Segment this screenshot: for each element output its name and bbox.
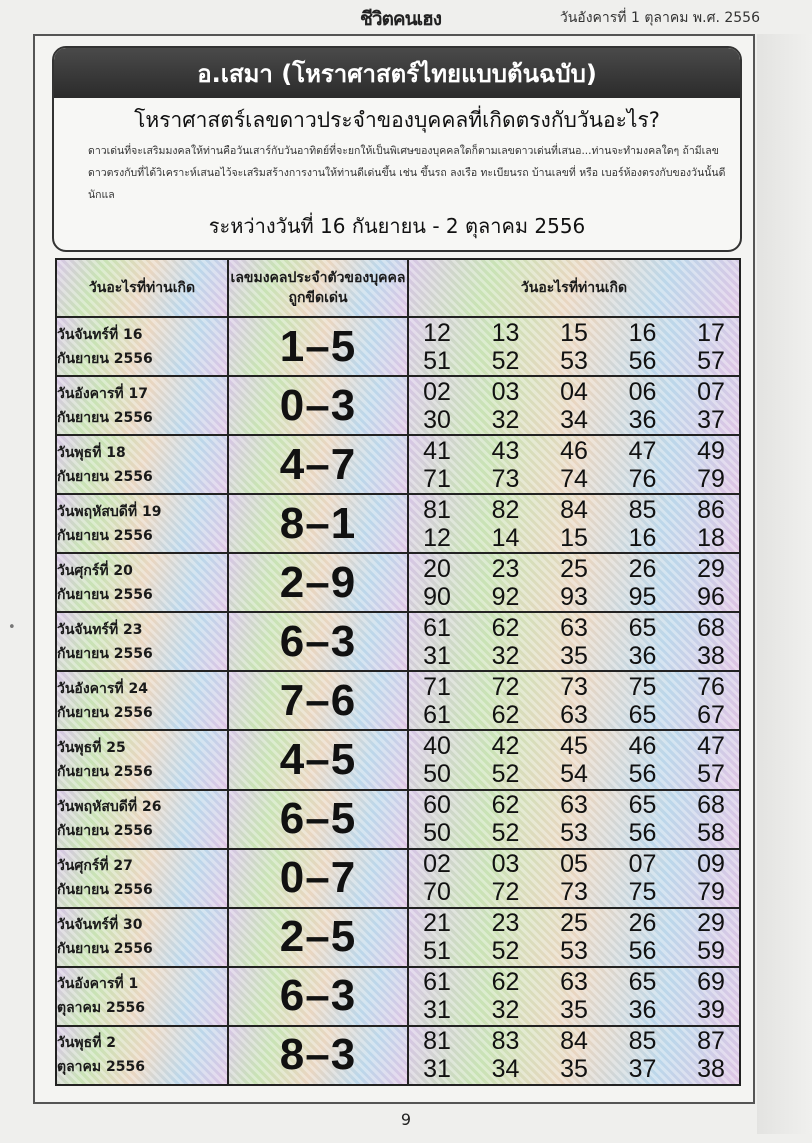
lucky-number: 30 xyxy=(423,405,451,434)
lucky-number: 46 xyxy=(560,436,588,465)
lucky-number: 15 xyxy=(560,318,588,347)
lucky-number: 73 xyxy=(560,878,588,907)
lucky-number: 06 xyxy=(628,377,657,406)
lucky-numbers-cell xyxy=(408,790,740,849)
lucky-numbers-cell xyxy=(408,730,740,789)
lucky-number: 38 xyxy=(697,1055,725,1084)
lucky-number: 21 xyxy=(423,909,451,938)
lucky-pair: 0–3 xyxy=(228,376,408,435)
birth-day-cell xyxy=(56,435,228,494)
lucky-number: 02 xyxy=(423,377,451,406)
lucky-number: 73 xyxy=(491,464,520,493)
lucky-number: 52 xyxy=(491,819,520,848)
birth-day-cell xyxy=(56,967,228,1026)
table-row xyxy=(56,967,740,1026)
lucky-number: 36 xyxy=(628,641,657,670)
lucky-number-row xyxy=(409,524,739,552)
lucky-number: 50 xyxy=(423,819,451,848)
birth-day-label: วันศุกร์ที่ 27 xyxy=(57,858,133,875)
article-header xyxy=(52,46,742,252)
lucky-number: 56 xyxy=(628,346,657,375)
lucky-pair: 6–5 xyxy=(228,790,408,849)
lucky-number-table xyxy=(55,258,741,1086)
lucky-number: 59 xyxy=(697,937,725,966)
birth-month-label: กันยายน 2556 xyxy=(57,350,153,367)
lucky-number: 82 xyxy=(491,495,520,524)
table-row xyxy=(56,1026,740,1085)
lucky-number-row xyxy=(409,760,739,788)
lucky-number: 81 xyxy=(423,1027,451,1056)
birth-month-label: ตุลาคม 2556 xyxy=(57,1000,145,1017)
lucky-number-row xyxy=(409,996,739,1024)
lucky-number: 40 xyxy=(423,731,451,760)
date-range: ระหว่างวันที่ 16 กันยายน - 2 ตุลาคม 2556 xyxy=(208,214,586,238)
lucky-number: 14 xyxy=(491,523,520,552)
lucky-number: 56 xyxy=(628,759,657,788)
lucky-number: 32 xyxy=(491,405,520,434)
birth-day-label: วันอังคารที่ 24 xyxy=(57,680,149,697)
lucky-number: 62 xyxy=(491,968,520,997)
lucky-number-row xyxy=(409,878,739,906)
lucky-number: 39 xyxy=(697,996,725,1025)
lucky-number-row xyxy=(409,850,739,878)
lucky-number: 65 xyxy=(628,791,657,820)
lucky-number-row xyxy=(409,791,739,819)
birth-day-label: วันพุธที่ 25 xyxy=(57,739,126,756)
lucky-number: 57 xyxy=(697,346,725,375)
birth-month-label: กันยายน 2556 xyxy=(57,763,153,780)
lucky-numbers-cell xyxy=(408,376,740,435)
lucky-number: 57 xyxy=(697,759,725,788)
lucky-number: 72 xyxy=(491,878,520,907)
lucky-number: 51 xyxy=(423,346,451,375)
lucky-number-row xyxy=(409,319,739,347)
lucky-number: 32 xyxy=(491,641,520,670)
lucky-number-row xyxy=(409,406,739,434)
page-number: 9 xyxy=(400,1110,412,1129)
lucky-number-row xyxy=(409,583,739,611)
lucky-number: 84 xyxy=(560,495,588,524)
lucky-numbers-cell xyxy=(408,494,740,553)
birth-day-label: วันพฤหัสบดีที่ 26 xyxy=(57,799,162,816)
birth-day-cell xyxy=(56,553,228,612)
table-body xyxy=(56,317,740,1085)
birth-day-label: วันจันทร์ที่ 23 xyxy=(57,621,143,638)
lucky-number: 72 xyxy=(491,672,520,701)
lucky-number: 31 xyxy=(423,996,451,1025)
lucky-number-row xyxy=(409,909,739,937)
lucky-number: 71 xyxy=(423,672,451,701)
lucky-pair: 6–3 xyxy=(228,967,408,1026)
lucky-number: 23 xyxy=(491,554,520,583)
lucky-pair: 4–5 xyxy=(228,730,408,789)
lucky-number: 65 xyxy=(628,968,657,997)
lucky-numbers-cell xyxy=(408,849,740,908)
lucky-number: 53 xyxy=(560,937,588,966)
lucky-pair: 8–3 xyxy=(228,1026,408,1085)
lucky-number-row xyxy=(409,732,739,760)
lucky-number: 46 xyxy=(628,731,657,760)
birth-day-label: วันพฤหัสบดีที่ 19 xyxy=(57,503,162,520)
lucky-pair: 8–1 xyxy=(228,494,408,553)
lucky-number: 61 xyxy=(423,613,451,642)
lucky-number: 12 xyxy=(423,318,451,347)
lucky-number: 86 xyxy=(697,495,725,524)
lucky-number: 45 xyxy=(560,731,588,760)
lucky-number-row xyxy=(409,968,739,996)
lucky-number: 47 xyxy=(628,436,657,465)
lucky-number: 35 xyxy=(560,641,588,670)
lucky-pair: 0–7 xyxy=(228,849,408,908)
lucky-pair: 4–7 xyxy=(228,435,408,494)
lucky-number-row xyxy=(409,1055,739,1083)
table-row xyxy=(56,849,740,908)
lucky-number: 81 xyxy=(423,495,451,524)
lucky-number: 93 xyxy=(560,582,588,611)
lucky-number: 63 xyxy=(560,613,588,642)
lucky-number-row xyxy=(409,378,739,406)
lucky-number-row xyxy=(409,347,739,375)
lucky-number: 03 xyxy=(491,850,520,879)
birth-day-cell xyxy=(56,730,228,789)
lucky-number: 95 xyxy=(628,582,657,611)
header-numbers: วันอะไรที่ท่านเกิด xyxy=(408,259,740,317)
birth-month-label: ตุลาคม 2556 xyxy=(57,1059,145,1076)
lucky-number: 18 xyxy=(697,523,725,552)
article-subtitle: โหราศาสตร์เลขดาวประจำของบุคคลที่เกิดตรงกับวันอะไร? xyxy=(134,108,660,132)
table-row xyxy=(56,790,740,849)
lucky-number: 79 xyxy=(697,878,725,907)
lucky-number: 38 xyxy=(697,641,725,670)
lucky-number: 63 xyxy=(560,791,588,820)
birth-day-cell xyxy=(56,317,228,376)
birth-day-label: วันพุธที่ 18 xyxy=(57,444,126,461)
lucky-number: 02 xyxy=(423,850,451,879)
lucky-number: 76 xyxy=(697,672,725,701)
lucky-number-row xyxy=(409,701,739,729)
lucky-number: 31 xyxy=(423,641,451,670)
table-row xyxy=(56,376,740,435)
lucky-number: 04 xyxy=(560,377,588,406)
lucky-number: 73 xyxy=(560,672,588,701)
birth-month-label: กันยายน 2556 xyxy=(57,882,153,899)
lucky-number: 65 xyxy=(628,613,657,642)
lucky-number: 70 xyxy=(423,878,451,907)
lucky-number: 53 xyxy=(560,819,588,848)
lucky-number-row xyxy=(409,673,739,701)
lucky-number: 96 xyxy=(697,582,725,611)
lucky-number: 36 xyxy=(628,405,657,434)
lucky-number: 56 xyxy=(628,819,657,848)
lucky-number: 52 xyxy=(491,759,520,788)
lucky-number: 71 xyxy=(423,464,451,493)
lucky-number: 63 xyxy=(560,968,588,997)
lucky-numbers-cell xyxy=(408,967,740,1026)
article-title: อ.เสมา (โหราศาสตร์ไทยแบบต้นฉบับ) xyxy=(54,48,740,98)
lucky-number: 03 xyxy=(491,377,520,406)
table-row xyxy=(56,435,740,494)
table-row xyxy=(56,612,740,671)
lucky-number: 34 xyxy=(491,1055,520,1084)
birth-day-label: วันอังคารที่ 1 xyxy=(57,976,139,993)
lucky-pair: 2–5 xyxy=(228,908,408,967)
lucky-number: 37 xyxy=(628,1055,657,1084)
lucky-pair: 1–5 xyxy=(228,317,408,376)
lucky-number: 05 xyxy=(560,850,588,879)
lucky-number: 35 xyxy=(560,996,588,1025)
lucky-number: 69 xyxy=(697,968,725,997)
table-header-row xyxy=(56,259,740,317)
lucky-number: 47 xyxy=(697,731,725,760)
lucky-pair: 7–6 xyxy=(228,671,408,730)
lucky-number: 52 xyxy=(491,937,520,966)
lucky-pair: 6–3 xyxy=(228,612,408,671)
header-birth-day: วันอะไรที่ท่านเกิด xyxy=(56,259,228,317)
lucky-number: 75 xyxy=(628,672,657,701)
lucky-number: 52 xyxy=(491,346,520,375)
birth-day-label: วันศุกร์ที่ 20 xyxy=(57,562,133,579)
issue-date: วันอังคารที่ 1 ตุลาคม พ.ศ. 2556 xyxy=(559,10,760,26)
lucky-number: 74 xyxy=(560,464,588,493)
birth-day-label: วันจันทร์ที่ 16 xyxy=(57,326,143,343)
table-row xyxy=(56,671,740,730)
lucky-number: 07 xyxy=(697,377,725,406)
masthead xyxy=(0,0,812,30)
header-lucky-pair: เลขมงคลประจำตัวของบุคคลถูกขีดเด่น xyxy=(228,259,408,317)
lucky-number-row xyxy=(409,465,739,493)
lucky-number: 60 xyxy=(423,791,451,820)
lucky-number-row xyxy=(409,614,739,642)
lucky-number: 85 xyxy=(628,495,657,524)
margin-mark: • xyxy=(8,620,16,635)
lucky-numbers-cell xyxy=(408,1026,740,1085)
lucky-number: 58 xyxy=(697,819,725,848)
lucky-number: 35 xyxy=(560,1055,588,1084)
lucky-number: 29 xyxy=(697,909,725,938)
lucky-number: 68 xyxy=(697,791,725,820)
lucky-pair: 2–9 xyxy=(228,553,408,612)
article-description: ดาวเด่นที่จะเสริมมงคลให้ท่านคือวันเสาร์กับวันอาทิตย์ที่จะยกให้เป็นพิเศษของบุคคลใดก็ตามเลขดาวเด่นที่เสนอ...ท่านจะทำมงคลใดๆ ถ้ามีเลขดาวตรงกับที่ได้วิเคราะห์เสนอไว้จะเสริมสร้างการงานให้ท่านดีเด่นขึ้น เช่น ขึ้นรถ ลงเรือ ทะเบียนรถ บ้านเลขที่ หรือ เบอร์ห้องตรงกับของวันนั้นดีนักแล xyxy=(88,145,726,201)
lucky-number: 67 xyxy=(697,700,725,729)
birth-month-label: กันยายน 2556 xyxy=(57,645,153,662)
lucky-number: 26 xyxy=(628,554,657,583)
lucky-number: 83 xyxy=(491,1027,520,1056)
lucky-number: 76 xyxy=(628,464,657,493)
lucky-number-row xyxy=(409,937,739,965)
table-row xyxy=(56,317,740,376)
birth-day-cell xyxy=(56,671,228,730)
lucky-number: 75 xyxy=(628,878,657,907)
lucky-number-row xyxy=(409,819,739,847)
lucky-number: 56 xyxy=(628,937,657,966)
lucky-number: 85 xyxy=(628,1027,657,1056)
lucky-number: 92 xyxy=(491,582,520,611)
lucky-number: 49 xyxy=(697,436,725,465)
lucky-number: 25 xyxy=(560,554,588,583)
birth-month-label: กันยายน 2556 xyxy=(57,468,153,485)
table-row xyxy=(56,908,740,967)
lucky-number: 13 xyxy=(491,318,520,347)
lucky-number: 62 xyxy=(491,700,520,729)
lucky-number: 43 xyxy=(491,436,520,465)
lucky-number: 29 xyxy=(697,554,725,583)
lucky-number-row xyxy=(409,437,739,465)
lucky-number: 25 xyxy=(560,909,588,938)
lucky-number: 61 xyxy=(423,700,451,729)
newspaper-logo: ชีวิตคนเฮง xyxy=(360,8,441,30)
lucky-number: 32 xyxy=(491,996,520,1025)
lucky-number: 26 xyxy=(628,909,657,938)
lucky-number: 61 xyxy=(423,968,451,997)
lucky-numbers-cell xyxy=(408,612,740,671)
birth-day-cell xyxy=(56,612,228,671)
birth-day-cell xyxy=(56,376,228,435)
lucky-numbers-cell xyxy=(408,317,740,376)
lucky-number: 50 xyxy=(423,759,451,788)
birth-month-label: กันยายน 2556 xyxy=(57,586,153,603)
lucky-number: 79 xyxy=(697,464,725,493)
birth-month-label: กันยายน 2556 xyxy=(57,704,153,721)
birth-day-label: วันอังคารที่ 17 xyxy=(57,385,149,402)
lucky-number: 31 xyxy=(423,1055,451,1084)
lucky-number: 16 xyxy=(628,318,657,347)
birth-day-cell xyxy=(56,494,228,553)
lucky-number: 68 xyxy=(697,613,725,642)
birth-month-label: กันยายน 2556 xyxy=(57,941,153,958)
birth-day-label: วันจันทร์ที่ 30 xyxy=(57,917,143,934)
lucky-number: 63 xyxy=(560,700,588,729)
lucky-number: 12 xyxy=(423,523,451,552)
table-row xyxy=(56,730,740,789)
lucky-numbers-cell xyxy=(408,553,740,612)
lucky-numbers-cell xyxy=(408,671,740,730)
lucky-number: 20 xyxy=(423,554,451,583)
lucky-number-row xyxy=(409,1027,739,1055)
lucky-number: 53 xyxy=(560,346,588,375)
lucky-number: 41 xyxy=(423,436,451,465)
lucky-number: 37 xyxy=(697,405,725,434)
lucky-number: 42 xyxy=(491,731,520,760)
lucky-numbers-cell xyxy=(408,435,740,494)
lucky-number: 15 xyxy=(560,523,588,552)
lucky-number: 87 xyxy=(697,1027,725,1056)
birth-day-label: วันพุธที่ 2 xyxy=(57,1035,117,1052)
lucky-number-row xyxy=(409,555,739,583)
lucky-number: 84 xyxy=(560,1027,588,1056)
birth-day-cell xyxy=(56,1026,228,1085)
birth-day-cell xyxy=(56,908,228,967)
table-row xyxy=(56,494,740,553)
lucky-number: 65 xyxy=(628,700,657,729)
lucky-number: 34 xyxy=(560,405,588,434)
table-row xyxy=(56,553,740,612)
lucky-numbers-cell xyxy=(408,908,740,967)
birth-month-label: กันยายน 2556 xyxy=(57,527,153,544)
birth-month-label: กันยายน 2556 xyxy=(57,409,153,426)
lucky-number: 23 xyxy=(491,909,520,938)
lucky-number: 17 xyxy=(697,318,725,347)
birth-month-label: กันยายน 2556 xyxy=(57,823,153,840)
lucky-number: 90 xyxy=(423,582,451,611)
page-edge-shadow xyxy=(757,34,812,1134)
lucky-number: 54 xyxy=(560,759,588,788)
lucky-number: 16 xyxy=(628,523,657,552)
lucky-number-row xyxy=(409,496,739,524)
lucky-number: 36 xyxy=(628,996,657,1025)
lucky-number: 62 xyxy=(491,613,520,642)
lucky-number: 07 xyxy=(628,850,657,879)
birth-day-cell xyxy=(56,849,228,908)
lucky-number: 09 xyxy=(697,850,725,879)
lucky-number: 62 xyxy=(491,791,520,820)
lucky-number: 51 xyxy=(423,937,451,966)
birth-day-cell xyxy=(56,790,228,849)
lucky-number-row xyxy=(409,642,739,670)
